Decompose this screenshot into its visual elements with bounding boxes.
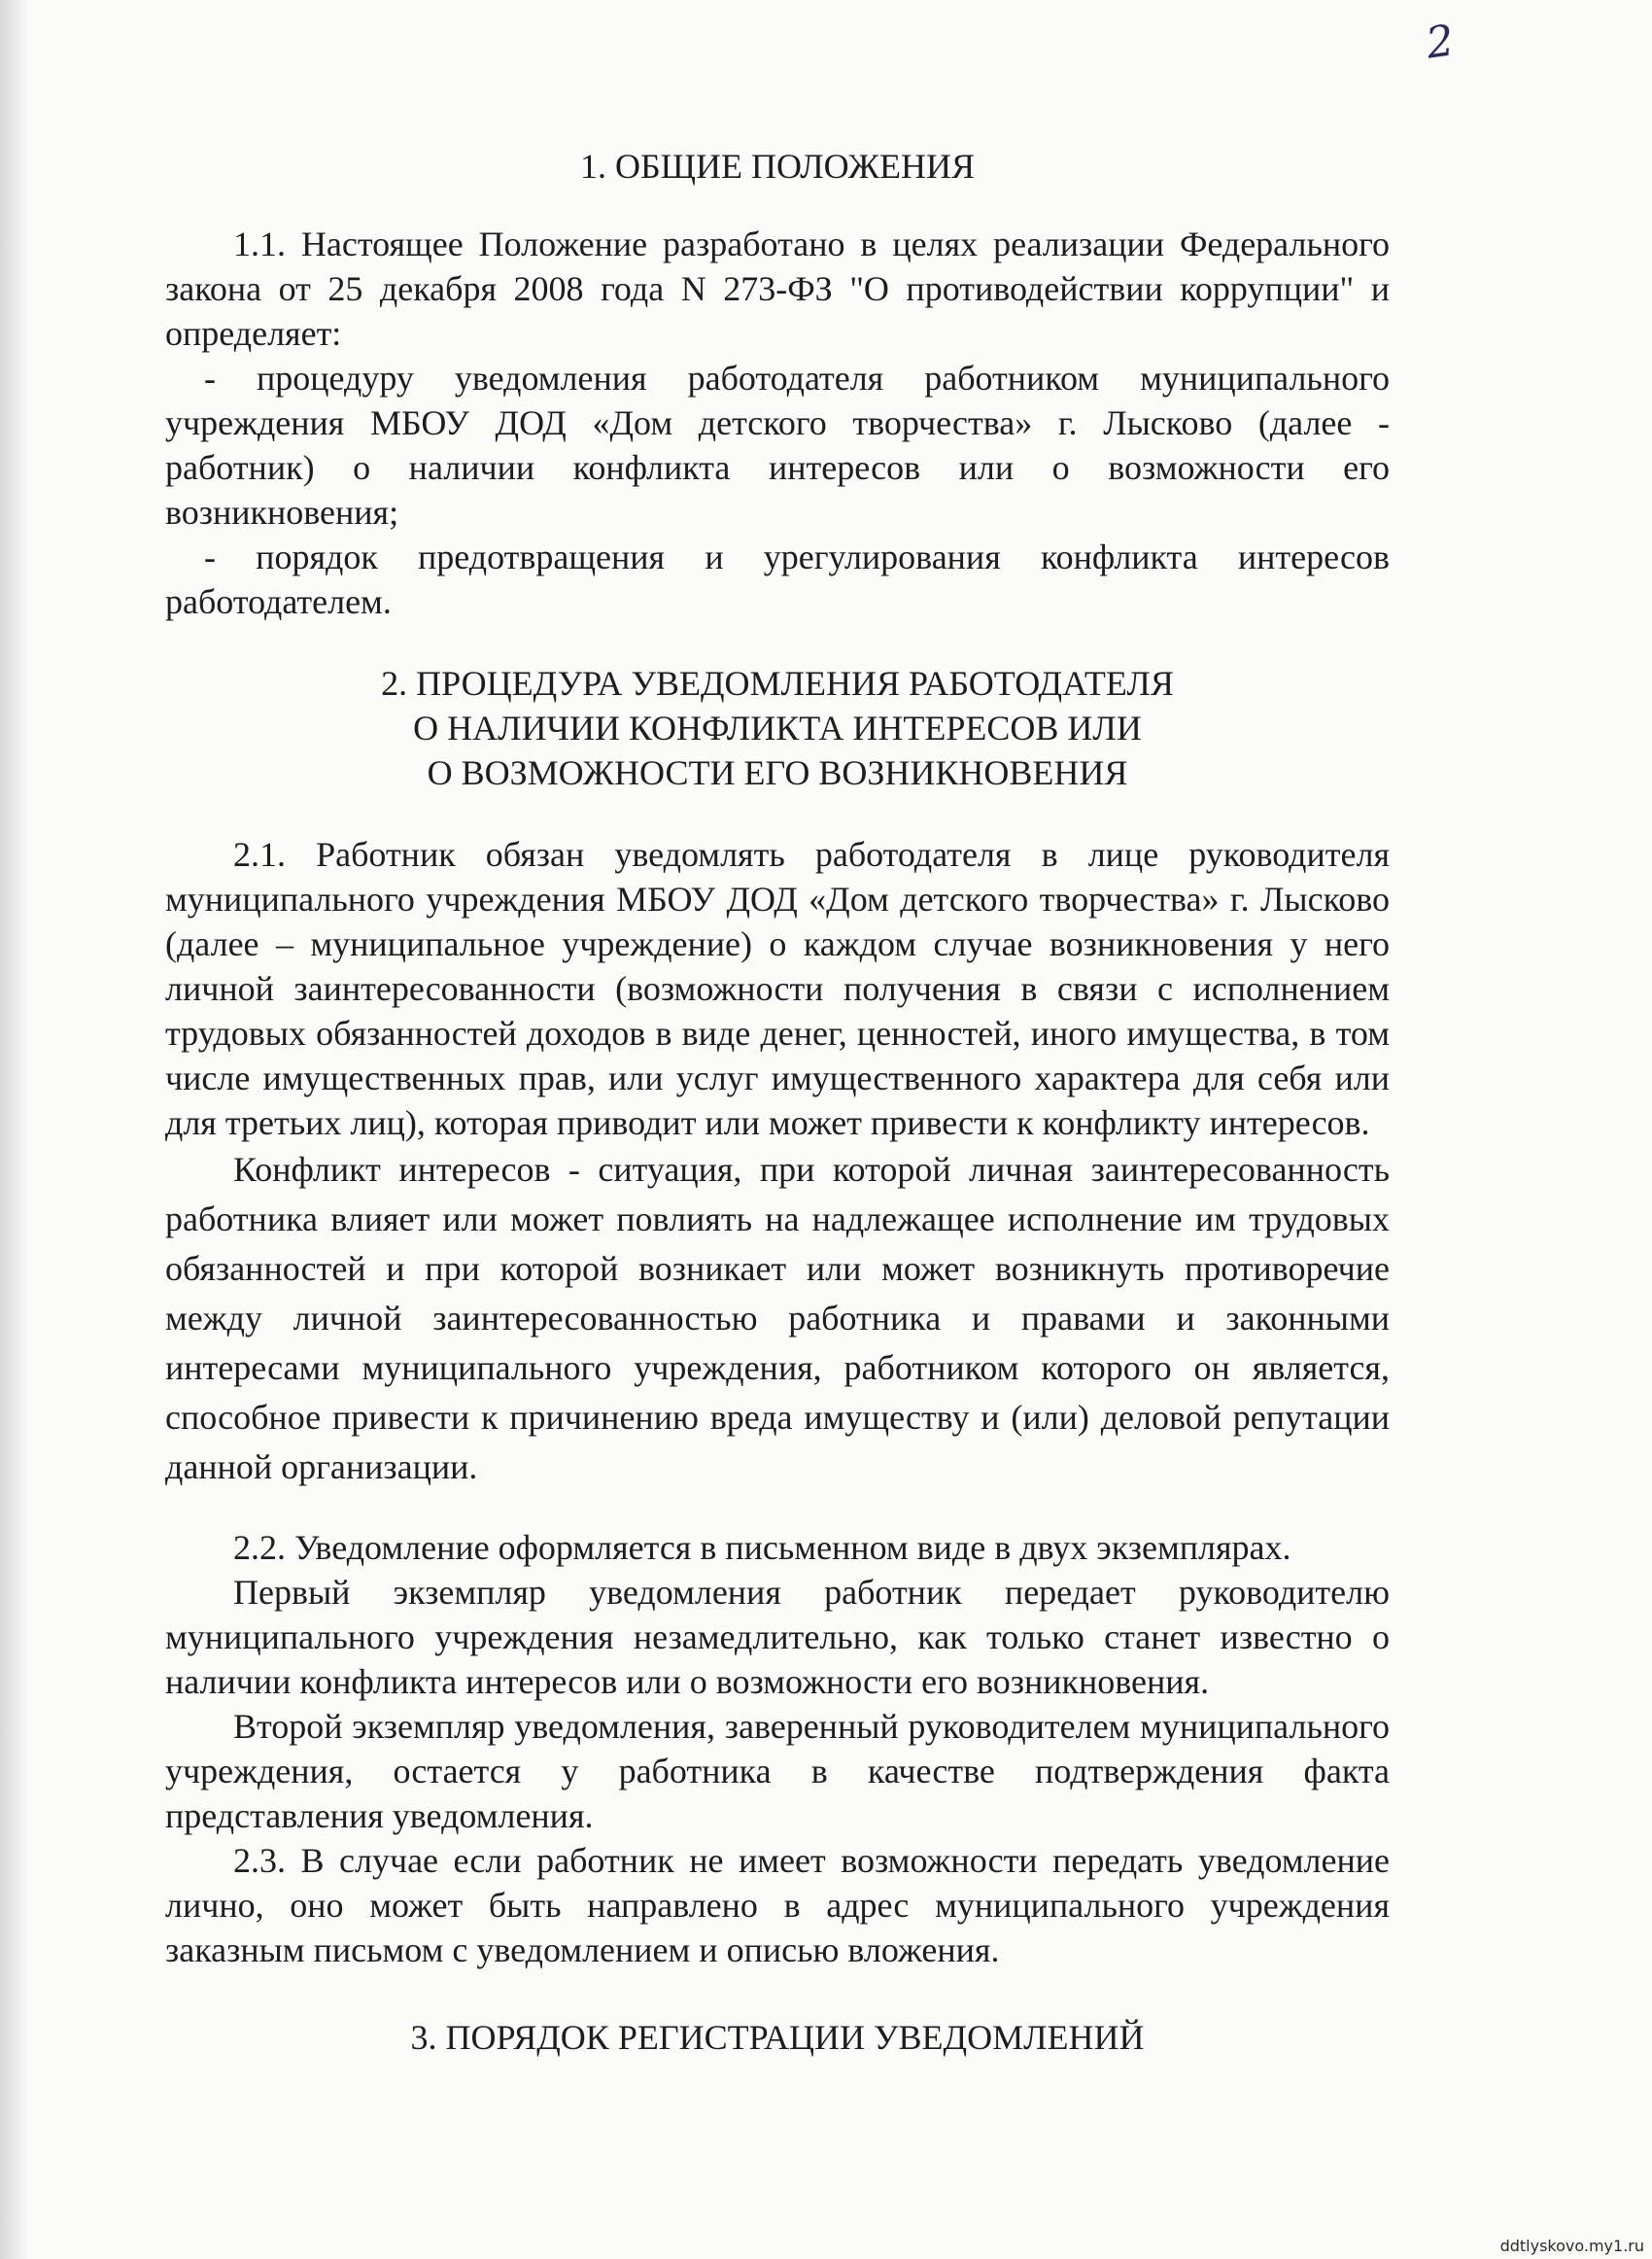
site-watermark: ddtlyskovo.my1.ru — [1499, 2237, 1644, 2255]
section-1-paragraph-1: 1.1. Настоящее Положение разработано в целях реализации Федерального закона от 25 декабря 2008 года N 273-ФЗ "О противодействии коррупции" и определяет: — [165, 225, 1390, 353]
section-2-paragraph-6: 2.3. В случае если работник не имеет возможности передать уведомление лично, оно может быть направлено в адрес муниципального учреждения заказным письмом с уведомлением и описью вложения. — [165, 1841, 1390, 1969]
section-2-paragraph-5: Второй экземпляр уведомления, заверенный руководителем муниципального учреждения, остается у работника в качестве подтверждения факта представления уведомления. — [165, 1707, 1390, 1835]
section-2-paragraph-1: 2.1. Работник обязан уведомлять работодателя в лице руководителя муниципального учреждения МБОУ ДОД «Дом детского творчества» г. Лысково (далее – муниципальное учреждение) о каждом случае возникновения у него личной заинтересованности (возможности получения в связи с исполнением трудовых обязанностей доходов в виде денег, ценностей, иного имущества, в том числе имущественных прав, или услуг имущественного характера для себя или для третьих лиц), которая приводит или может привести к конфликту интересов. — [165, 835, 1390, 1142]
section-2-title-line-3: О ВОЗМОЖНОСТИ ЕГО ВОЗНИКНОВЕНИЯ — [427, 753, 1128, 792]
section-1-title: 1. ОБЩИЕ ПОЛОЖЕНИЯ — [580, 147, 975, 186]
handwritten-page-number: 2 — [1423, 16, 1458, 69]
section-2-paragraph-3: 2.2. Уведомление оформляется в письменном виде в двух экземплярах. — [233, 1528, 1291, 1567]
section-3-title: 3. ПОРЯДОК РЕГИСТРАЦИИ УВЕДОМЛЕНИЙ — [410, 2018, 1145, 2057]
section-1-paragraph-2: - процедуру уведомления работодателя работником муниципального учреждения МБОУ ДОД «Дом детского творчества» г. Лысково (далее - работник) о наличии конфликта интересов или о возможности его возникновения; — [165, 359, 1390, 532]
scan-edge-shadow — [0, 0, 29, 2259]
document-body — [165, 144, 1390, 2060]
section-2-paragraph-2: Конфликт интересов - ситуация, при которой личная заинтересованность работника влияет или может повлиять на надлежащее исполнение им трудовых обязанностей и при которой возникает или может возникнуть противоречие между личной заинтересованностью работника и правами и законными интересами муниципального учреждения, работником которого он является, способное привести к причинению вреда имуществу и (или) деловой репутации данной организации. — [165, 1150, 1390, 1486]
section-2-title-line-2: О НАЛИЧИИ КОНФЛИКТА ИНТЕРЕСОВ ИЛИ — [413, 709, 1142, 747]
section-1-paragraph-3: - порядок предотвращения и урегулирования конфликта интересов работодателем. — [165, 538, 1390, 621]
section-2-title-line-1: 2. ПРОЦЕДУРА УВЕДОМЛЕНИЯ РАБОТОДАТЕЛЯ — [381, 664, 1174, 703]
section-2-title — [165, 661, 1390, 795]
section-2-paragraph-4: Первый экземпляр уведомления работник передает руководителю муниципального учреждения незамедлительно, как только станет известно о наличии конфликта интересов или о возможности его возникновения. — [165, 1573, 1390, 1701]
